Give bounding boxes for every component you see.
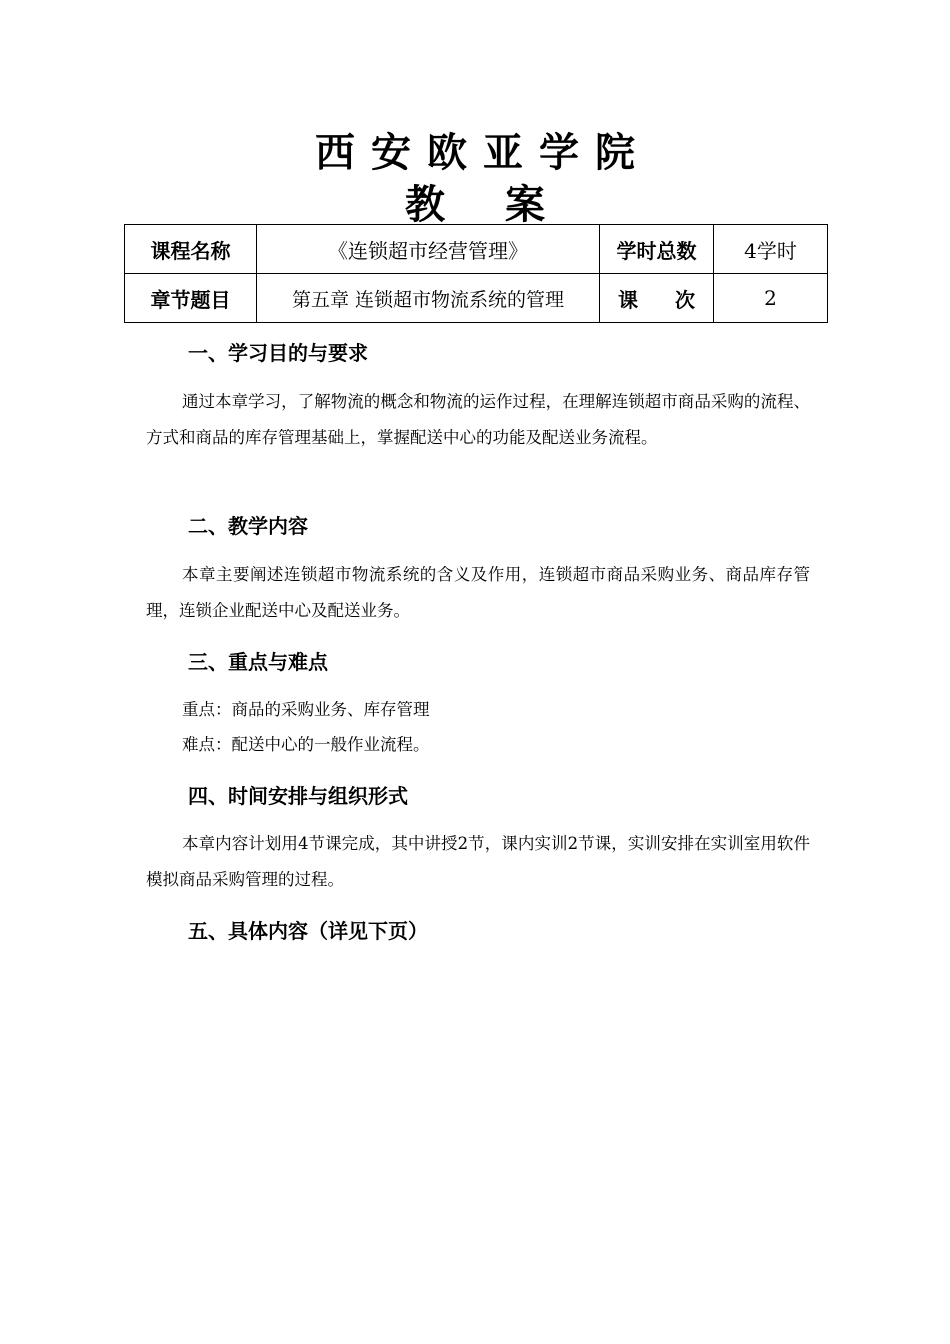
course-info-table	[124, 224, 828, 323]
difficulty-line: 难点：配送中心的一般作业流程。	[182, 735, 430, 754]
course-info-row	[125, 274, 828, 323]
course-name-label: 课程名称	[125, 225, 257, 274]
schedule-paragraph: 本章内容计划用4节课完成，其中讲授2节，课内实训2节课，实训安排在实训室用软件模拟商品采购管理的过程。	[146, 834, 810, 889]
section-heading-objectives: 一、学习目的与要求	[188, 341, 368, 365]
total-hours-label: 学时总数	[600, 225, 714, 274]
chapter-title-value: 第五章 连锁超市物流系统的管理	[257, 274, 600, 323]
institution-title: 西安欧亚学院	[315, 130, 651, 176]
section-heading-details: 五、具体内容（详见下页）	[188, 919, 428, 943]
course-info-row	[125, 225, 828, 274]
objectives-paragraph: 通过本章学习，了解物流的概念和物流的运作过程，在理解连锁超市商品采购的流程、方式和商品的库存管理基础上，掌握配送中心的功能及配送业务流程。	[146, 392, 810, 447]
content-paragraph: 本章主要阐述连锁超市物流系统的含义及作用，连锁超市商品采购业务、商品库存管理，连锁企业配送中心及配送业务。	[146, 565, 810, 620]
total-hours-value: 4学时	[714, 225, 828, 274]
key-point-line: 重点：商品的采购业务、库存管理	[182, 700, 430, 719]
section-heading-content: 二、教学内容	[188, 514, 308, 538]
document-type-title: 教案	[405, 182, 605, 228]
chapter-title-label: 章节题目	[125, 274, 257, 323]
course-name-value: 《连锁超市经营管理》	[257, 225, 600, 274]
section-heading-schedule: 四、时间安排与组织形式	[188, 784, 408, 808]
session-label: 课次	[600, 274, 714, 323]
session-value: 2	[714, 274, 828, 323]
section-heading-key-points: 三、重点与难点	[188, 650, 328, 674]
